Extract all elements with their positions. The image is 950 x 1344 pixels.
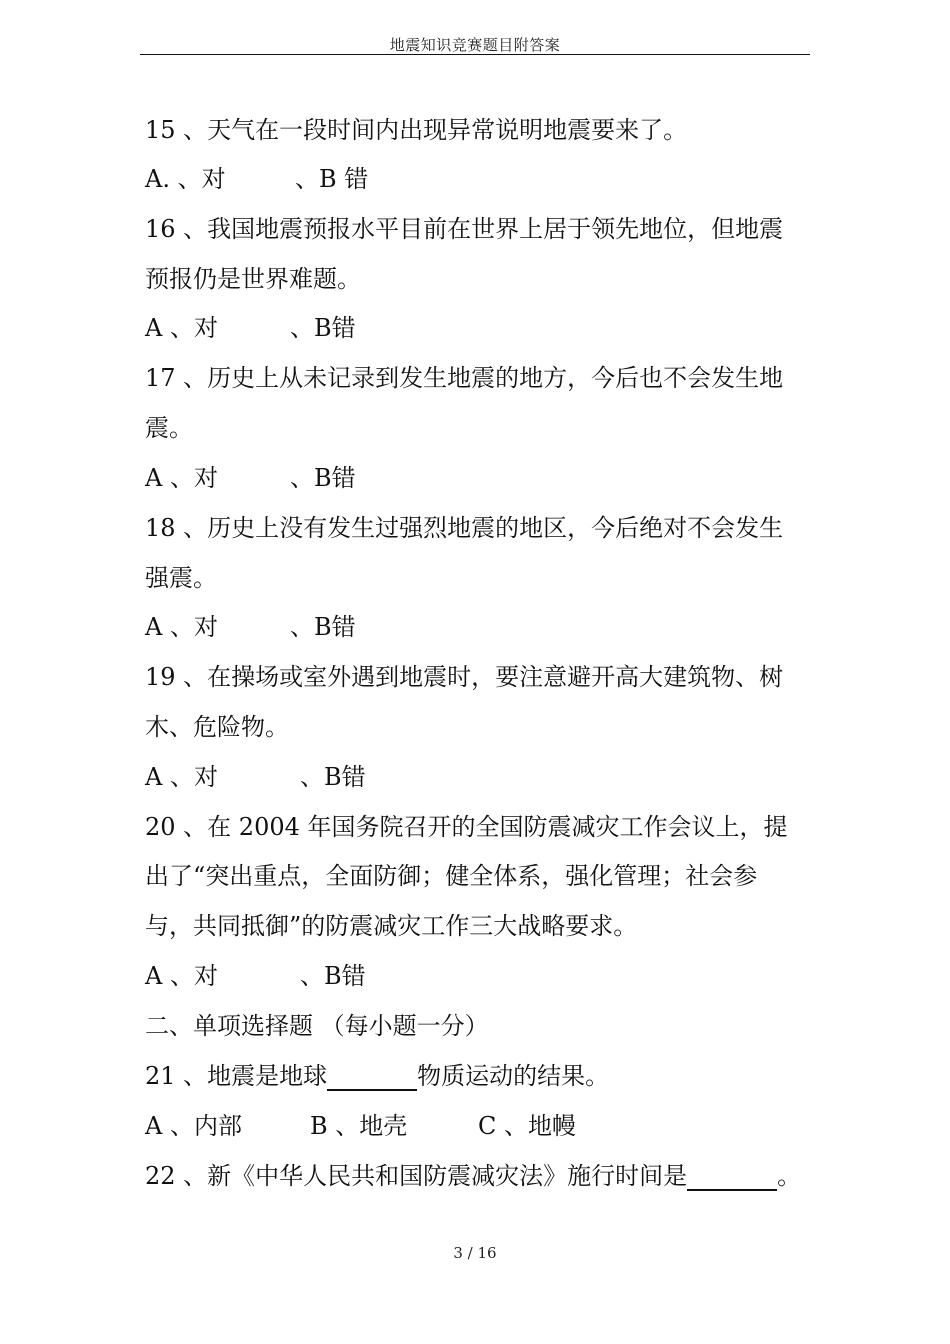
option-b: 、B错 <box>290 613 356 641</box>
option-b: 、B错 <box>290 314 356 342</box>
question-16-line-2: 预报仍是世界难题。 <box>145 265 361 293</box>
option-a: A 、内部 <box>145 1112 242 1140</box>
option-b: 、B 错 <box>295 165 369 193</box>
question-19-line-2: 木、危险物。 <box>145 713 289 741</box>
option-a: A. 、对 <box>145 165 226 193</box>
page-number: 3 / 16 <box>453 1244 497 1262</box>
option-a: A 、对 <box>145 763 218 791</box>
question-20-line-3: 与，共同抵御”的防震减灾工作三大战略要求。 <box>145 912 638 940</box>
option-a: A 、对 <box>145 613 218 641</box>
question-22-after-blank: 。 <box>777 1162 802 1190</box>
header-rule <box>140 54 810 55</box>
running-header: 地震知识竞赛题目附答案 <box>389 36 561 54</box>
question-18-line-1: 18 、历史上没有发生过强烈地震的地区，今后绝对不会发生 <box>145 514 784 542</box>
option-b: 、B错 <box>300 763 366 791</box>
question-20-line-2: 出了“突出重点，全面防御；健全体系，强化管理；社会参 <box>145 862 758 890</box>
question-20-line-1: 20 、在 2004 年国务院召开的全国防震减灾工作会议上，提 <box>145 813 788 841</box>
option-b: B 、地壳 <box>310 1112 408 1140</box>
question-17-line-1: 17 、历史上从未记录到发生地震的地方，今后也不会发生地 <box>145 364 784 392</box>
section-heading: 二、单项选择题 （每小题一分） <box>145 1012 489 1040</box>
question-21-after-blank: 物质运动的结果。 <box>417 1062 610 1090</box>
question-17-line-2: 震。 <box>145 414 193 442</box>
question-19-line-1: 19 、在操场或室外遇到地震时，要注意避开高大建筑物、树 <box>145 663 784 691</box>
question-22-before-blank: 22 、新《中华人民共和国防震减灾法》施行时间是 <box>145 1162 688 1190</box>
answer-blank <box>687 1163 777 1191</box>
question-21-text <box>145 1061 825 1091</box>
option-a: A 、对 <box>145 314 218 342</box>
question-22-text <box>145 1161 825 1191</box>
question-15-text: 15 、天气在一段时间内出现异常说明地震要来了。 <box>145 116 688 144</box>
question-18-line-2: 强震。 <box>145 564 217 592</box>
option-b: 、B错 <box>290 464 356 492</box>
option-b: 、B错 <box>300 962 366 990</box>
option-a: A 、对 <box>145 464 218 492</box>
option-a: A 、对 <box>145 962 218 990</box>
question-21-before-blank: 21 、地震是地球 <box>145 1062 328 1090</box>
question-16-line-1: 16 、我国地震预报水平目前在世界上居于领先地位，但地震 <box>145 215 784 243</box>
option-c: C 、地幔 <box>478 1112 576 1140</box>
answer-blank <box>327 1063 417 1091</box>
